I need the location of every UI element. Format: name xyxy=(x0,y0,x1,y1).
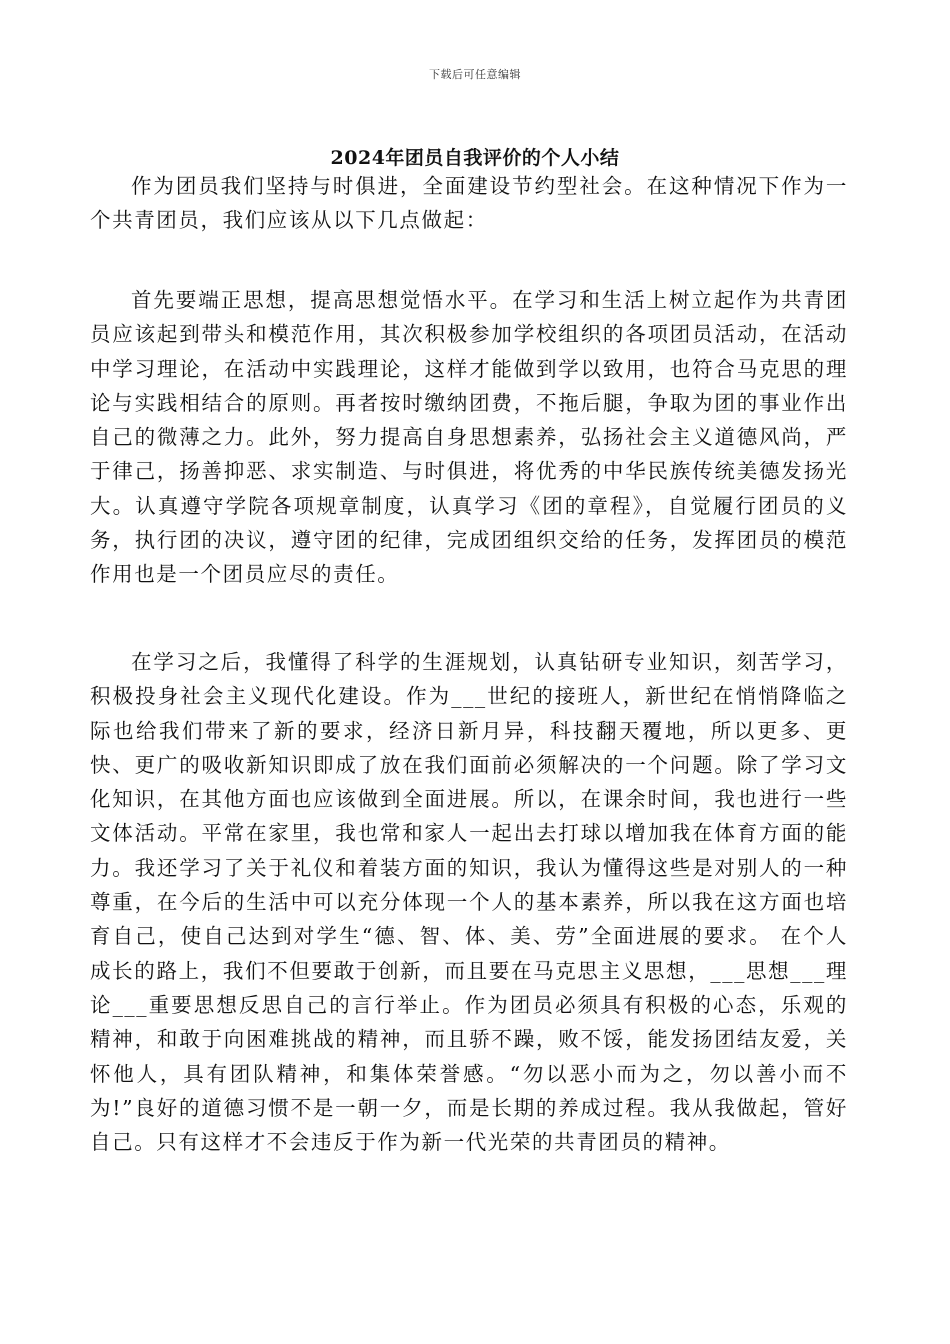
document-title: 2024年团员自我评价的个人小结 xyxy=(330,147,620,169)
paragraph-thought: 首先要端正思想，提高思想觉悟水平。在学习和生活上树立起作为共青团员应该起到带头和模范作用，其次积极参加学校组织的各项团员活动，在活动中学习理论，在活动中实践理论，这样才能做到学以致用，也符合马克思的理论与实践相结合的原则。再者按时缴纳团费，不拖后腿，争取为团的事业作出自己的微薄之力。此外，努力提高自身思想素养，弘扬社会主义道德风尚，严于律己，扬善抑恶、求实制造、与时俱进，将优秀的中华民族传统美德发扬光大。认真遵守学院各项规章制度，认真学习《团的章程》，自觉履行团员的义务，执行团的决议，遵守团的纪律，完成团组织交给的任务，发挥团员的模范作用也是一个团员应尽的责任。 xyxy=(90,288,848,587)
header-note: 下载后可任意编辑 xyxy=(429,68,521,81)
paragraph-intro: 作为团员我们坚持与时俱进，全面建设节约型社会。在这种情况下作为一个共青团员，我们应该从以下几点做起： xyxy=(90,174,848,233)
paragraph-study: 在学习之后，我懂得了科学的生涯规划，认真钻研专业知识，刻苦学习，积极投身社会主义现代化建设。作为___世纪的接班人，新世纪在悄悄降临之际也给我们带来了新的要求，经济日新月异，科技翻天覆地，所以更多、更快、更广的吸收新知识即成了放在我们面前必须解决的一个问题。除了学习文化知识，在其他方面也应该做到全面进展。所以，在课余时间，我也进行一些文体活动。平常在家里，我也常和家人一起出去打球以增加我在体育方面的能力。我还学习了关于礼仪和着装方面的知识，我认为懂得这些是对别人的一种尊重，在今后的生活中可以充分体现一个人的基本素养，所以我在这方面也培育自己，使自己达到对学生“德、智、体、美、劳”全面进展的要求。 在个人成长的路上，我们不但要敢于创新，而且要在马克思主义思想，___思想___理论___重要思想反思自己的言行举止。作为团员必须具有积极的心态，乐观的精神，和敢于向困难挑战的精神，而且骄不躁，败不馁，能发扬团结友爱，关怀他人，具有团队精神，和集体荣誉感。“勿以恶小而为之，勿以善小而不为!”良好的道德习惯不是一朝一夕，而是长期的养成过程。我从我做起，管好自己。只有这样才不会违反于作为新一代光荣的共青团员的精神。 xyxy=(90,650,848,1155)
